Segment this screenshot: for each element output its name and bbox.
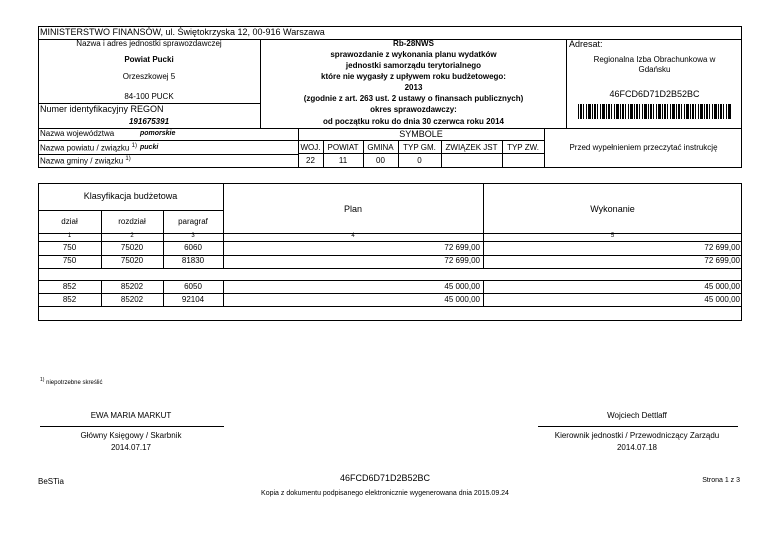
symbols-value-gmina: 00: [376, 156, 385, 165]
footnote-text: niepotrzebne skreślić: [46, 380, 103, 386]
col-header-plan: Plan: [343, 204, 362, 214]
cell-paragraf: 6050: [184, 282, 202, 291]
cell-rozdzial: 85202: [120, 282, 144, 291]
footer-copy-note: Kopia z dokumentu podpisanego elektronicznie wygenerowana dnia 2015.09.24: [261, 490, 509, 497]
col-header-wykonanie: Wykonanie: [590, 204, 635, 214]
cell-rozdzial: 75020: [120, 243, 144, 252]
gmina-label: [40, 156, 131, 166]
symbols-header-typ-zw: TYP ZW.: [507, 143, 539, 152]
signature-left-date: 2014.07.17: [110, 443, 152, 452]
report-line-4: (zgodnie z art. 263 ust. 2 ustawy o finansach publicznych): [303, 94, 524, 103]
cell-wykonanie: 72 699,00: [704, 256, 740, 265]
addressee-doc-id: 46FCD6D71D2B52BC: [609, 89, 700, 99]
cell-paragraf: 92104: [181, 295, 205, 304]
county-line: [38, 154, 298, 155]
gmina-footnote-mark: 1): [125, 156, 131, 162]
ministry-address: MINISTERSTWO FINANSÓW, ul. Świętokrzyska 12, 00-916 Warszawa: [40, 27, 325, 37]
county-value: pucki: [140, 144, 159, 151]
signature-left-role: Główny Księgowy / Skarbnik: [80, 431, 182, 440]
symbols-header-powiat: POWIAT: [327, 143, 359, 152]
symbols-header-typ-gm: TYP GM.: [403, 143, 436, 152]
signature-left-name: EWA MARIA MARKUT: [90, 411, 172, 420]
footer-doc-id: 46FCD6D71D2B52BC: [339, 473, 431, 483]
signature-right-role: Kierownik jednostki / Przewodniczący Zarządu: [554, 431, 720, 440]
barcode-icon: [578, 104, 732, 119]
regon-value: 191675391: [128, 117, 170, 126]
county-label-text: Nazwa powiatu / związku: [40, 143, 130, 153]
voivodeship-value: pomorskie: [140, 130, 176, 137]
col-number-2: 2: [130, 233, 134, 239]
col-header-paragraf: paragraf: [178, 217, 208, 226]
report-line-3: które nie wygasły z upływem roku budżetowego:: [321, 72, 506, 81]
cell-plan: 45 000,00: [444, 282, 480, 291]
gmina-label-text: Nazwa gminy / związku: [40, 156, 124, 166]
report-code: Rb-28NWS: [393, 39, 434, 48]
unit-caption: Nazwa i adres jednostki sprawozdawczej: [76, 39, 222, 48]
cell-paragraf: 81830: [181, 256, 205, 265]
footnote-mark: 1): [40, 377, 45, 383]
footer-app-name: BeSTia: [38, 477, 64, 486]
unit-city: 84-100 PUCK: [124, 92, 174, 101]
group-header-classification: Klasyfikacja budżetowa: [83, 191, 178, 201]
period-value: od początku roku do dnia 30 czerwca roku 2014: [323, 117, 504, 126]
cell-paragraf: 6060: [184, 243, 202, 252]
col-header-dzial: dział: [61, 217, 78, 226]
col-number-5: 5: [610, 233, 615, 239]
footer-page-number: Strona 1 z 3: [702, 477, 740, 484]
county-footnote-mark: 1): [131, 143, 137, 149]
report-line-2: jednostki samorządu terytorialnego: [345, 61, 482, 70]
addressee-label: Adresat:: [569, 39, 603, 49]
row-line: [38, 293, 742, 294]
symbols-value-woj: 22: [306, 156, 315, 165]
report-year: 2013: [404, 83, 423, 92]
cell-plan: 72 699,00: [444, 256, 480, 265]
col-number-bottom-line: [38, 241, 742, 242]
cell-plan: 72 699,00: [444, 243, 480, 252]
report-line-1: sprawozdanie z wykonania planu wydatków: [330, 50, 497, 59]
symbols-value-typ-gm: 0: [417, 156, 422, 165]
group-header-line: [38, 210, 223, 211]
col-number-1: 1: [67, 233, 72, 239]
col-number-3: 3: [191, 233, 195, 239]
row-line: [38, 280, 742, 281]
period-label: okres sprawozdawczy:: [370, 105, 457, 114]
symbols-title-line: [298, 140, 544, 141]
col-number-4: 4: [351, 233, 355, 239]
symbols-value-powiat: 11: [338, 156, 348, 165]
symbols-header-line: [298, 153, 544, 154]
cell-wykonanie: 45 000,00: [704, 282, 740, 291]
symbols-header-gmina: GMINA: [367, 143, 394, 152]
cell-dzial: 852: [62, 282, 77, 291]
symbols-header-zwiazek: ZWIĄZEK JST: [445, 143, 498, 152]
voivodeship-line: [38, 140, 298, 141]
county-label: [40, 143, 137, 153]
cell-plan: 45 000,00: [444, 295, 480, 304]
unit-street: Orzeszkowej 5: [122, 72, 176, 81]
cell-rozdzial: 85202: [120, 295, 144, 304]
symbols-header-woj: WOJ.: [300, 143, 321, 152]
signature-right-line: [538, 426, 738, 427]
symbols-title: SYMBOLE: [399, 129, 443, 139]
col-header-rozdzial: rozdział: [118, 217, 146, 226]
cell-dzial: 750: [62, 256, 77, 265]
regon-label: Numer identyfikacyjny REGON: [40, 104, 164, 114]
cell-wykonanie: 45 000,00: [704, 295, 740, 304]
signature-left-line: [40, 426, 224, 427]
row-line: [38, 306, 742, 307]
header-col-divider-2: [566, 39, 567, 128]
footnote: [40, 377, 103, 386]
signature-right-date: 2014.07.18: [616, 443, 658, 452]
row-line: [38, 268, 742, 269]
instruction-note: Przed wypełnieniem przeczytać instrukcję: [569, 143, 718, 152]
cell-dzial: 750: [62, 243, 77, 252]
cell-dzial: 852: [62, 295, 77, 304]
addressee-line-1: Regionalna Izba Obrachunkowa w: [593, 55, 716, 64]
cell-rozdzial: 75020: [120, 256, 144, 265]
cell-wykonanie: 72 699,00: [704, 243, 740, 252]
unit-name: Powiat Pucki: [124, 55, 174, 64]
voivodeship-label: Nazwa województwa: [40, 129, 115, 138]
signature-right-name: Wojciech Dettlaff: [607, 411, 667, 420]
addressee-line-2: Gdańsku: [638, 65, 671, 74]
